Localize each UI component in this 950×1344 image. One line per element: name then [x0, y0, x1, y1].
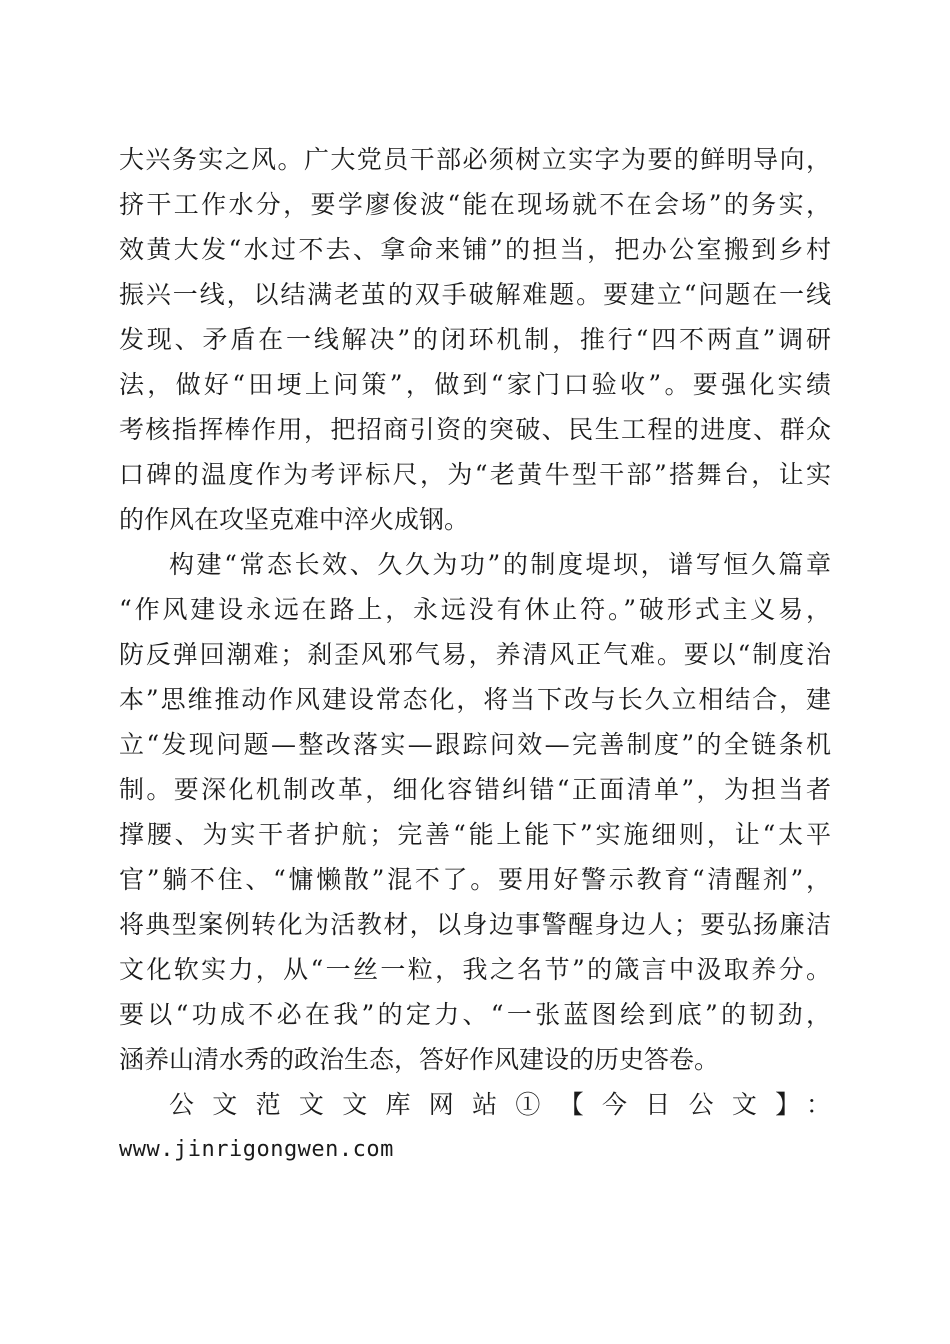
text-line: 法，做好“田埂上问策”，做到“家门口验收”。要强化实绩 [119, 370, 831, 399]
text-line: “作风建设永远在路上，永远没有休止符。”破形式主义易， [119, 595, 831, 624]
paragraph-heading-line: 构建“常态长效、久久为功”的制度堤坝，谱写恒久篇章 [169, 550, 831, 579]
text-line: 撑腰、为实干者护航；完善“能上能下”实施细则，让“太平 [119, 820, 831, 849]
text-line: 制。要深化机制改革，细化容错纠错“正面清单”，为担当者 [119, 775, 831, 804]
text-line: 大兴务实之风。广大党员干部必须树立实字为要的鲜明导向， [119, 145, 831, 174]
text-line: 的作风在攻坚克难中淬火成钢。 [119, 505, 470, 534]
document-body [119, 137, 831, 1172]
text-line: 要以“功成不必在我”的定力、“一张蓝图绘到底”的韧劲， [119, 1000, 831, 1029]
text-line: 口碑的温度作为考评标尺，为“老黄牛型干部”搭舞台，让实 [119, 460, 831, 489]
paragraph-2 [119, 542, 831, 1082]
text-line: 涵养山清水秀的政治生态，答好作风建设的历史答卷。 [119, 1045, 720, 1074]
text-line: 防反弹回潮难；刹歪风邪气易，养清风正气难。要以“制度治 [119, 640, 831, 669]
source-site-line: 公文范文文库网站①【今日公文】： [169, 1090, 831, 1119]
text-line: 效黄大发“水过不去、拿命来铺”的担当，把办公室搬到乡村 [119, 235, 831, 264]
text-line: 发现、矛盾在一线解决”的闭环机制，推行“四不两直”调研 [119, 325, 831, 354]
footer-source [119, 1082, 831, 1172]
text-line: 立“发现问题—整改落实—跟踪问效—完善制度”的全链条机 [119, 730, 831, 759]
text-line: 本”思维推动作风建设常态化，将当下改与长久立相结合，建 [119, 685, 831, 714]
text-line: 文化软实力，从“一丝一粒，我之名节”的箴言中汲取养分。 [119, 955, 831, 984]
source-url: www.jinrigongwen.com [119, 1137, 394, 1162]
text-line: 挤干工作水分，要学廖俊波“能在现场就不在会场”的务实， [119, 190, 831, 219]
text-line: 振兴一线，以结满老茧的双手破解难题。要建立“问题在一线 [119, 280, 831, 309]
text-line: 考核指挥棒作用，把招商引资的突破、民生工程的进度、群众 [119, 415, 831, 444]
text-line: 官”躺不住、“慵懒散”混不了。要用好警示教育“清醒剂”， [119, 865, 831, 894]
text-line: 将典型案例转化为活教材，以身边事警醒身边人；要弘扬廉洁 [119, 910, 831, 939]
paragraph-1 [119, 137, 831, 542]
